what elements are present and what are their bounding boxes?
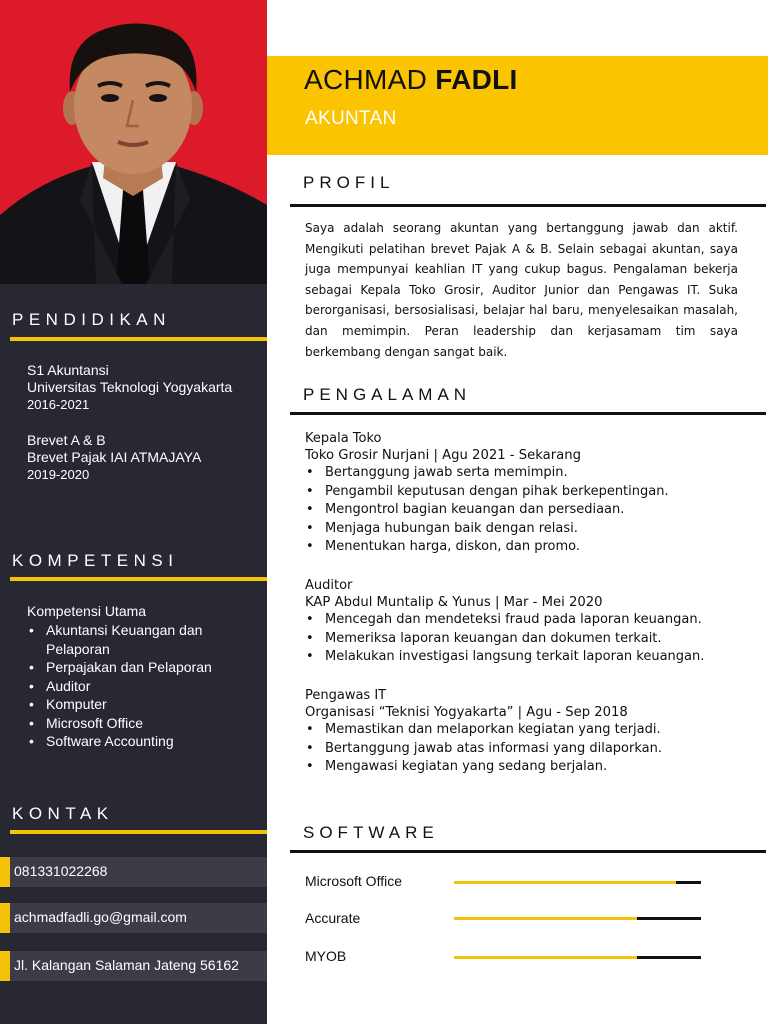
competence-list	[27, 621, 212, 751]
section-heading-software: SOFTWARE	[303, 823, 439, 842]
duty-item: • Memeriksa laporan keuangan dan dokumen terkait.	[305, 630, 704, 649]
experience-company: Toko Grosir Nurjani | Agu 2021 - Sekarang	[305, 448, 581, 463]
experience-entry	[305, 577, 704, 667]
section-heading-pengalaman: PENGALAMAN	[303, 385, 472, 404]
sidebar	[0, 0, 267, 1024]
software-skill-bar	[454, 917, 701, 920]
software-skill-fill	[454, 881, 676, 884]
experience-title: Kepala Toko	[305, 431, 382, 446]
duty-item: • Menjaga hubungan baik dengan relasi.	[305, 520, 669, 539]
competence-title: Kompetensi Utama	[27, 603, 147, 619]
profile-photo	[0, 0, 267, 284]
section-heading-pendidikan: PENDIDIKAN	[12, 310, 171, 329]
section-divider	[0, 830, 267, 834]
experience-company: Organisasi “Teknisi Yogyakarta” | Agu - Sep 2018	[305, 705, 628, 720]
software-skill-fill	[454, 917, 637, 920]
competence-item: • Auditor	[27, 677, 212, 696]
contact-phone-text: 081331022268	[14, 863, 108, 879]
software-skill-bar	[454, 956, 701, 959]
experience-entry	[305, 430, 669, 557]
experience-company: KAP Abdul Muntalip & Yunus | Mar - Mei 2020	[305, 595, 603, 610]
education-entry	[27, 432, 201, 483]
experience-entry	[305, 687, 662, 777]
software-skill-fill	[454, 956, 637, 959]
duty-item: • Mencegah dan mendeteksi fraud pada laporan keuangan.	[305, 611, 704, 630]
software-name: Accurate	[305, 910, 361, 926]
education-years: 2016-2021	[27, 397, 90, 412]
section-heading-kontak: KONTAK	[12, 804, 114, 823]
contact-email[interactable]	[0, 903, 267, 933]
software-name: Microsoft Office	[305, 873, 402, 889]
profile-summary: Saya adalah seorang akuntan yang bertanggung jawab dan aktif. Mengikuti pelatihan brevet Pajak A & B. Selain sebagai akuntan, saya juga mempunyai keahlian IT yang cukup bagus. Pengalaman bekerja sebagai Kepala Toko Grosir, Auditor Junior dan Pengawas IT. Suka berorganisasi, bersosialisasi, belajar hal baru, menyelesaikan masalah, dan memimpin. Peran leadership dan kerjasamam tim saya berkembang dengan sangat baik.	[305, 221, 738, 359]
competence-item: • Software Accounting	[27, 732, 212, 751]
section-divider	[290, 850, 766, 853]
section-divider	[290, 204, 766, 207]
competence-item: • Perpajakan dan Pelaporan	[27, 658, 212, 677]
section-divider	[290, 412, 766, 415]
contact-address-text: Jl. Kalangan Salaman Jateng 56162	[14, 957, 239, 973]
duty-item: • Mengontrol bagian keuangan dan persediaan.	[305, 501, 669, 520]
section-divider	[0, 577, 267, 581]
competence-item: • Microsoft Office	[27, 714, 212, 733]
contact-phone[interactable]	[0, 857, 267, 887]
first-name: ACHMAD	[304, 64, 428, 95]
duty-item: • Mengawasi kegiatan yang sedang berjalan.	[305, 758, 662, 777]
section-divider	[0, 337, 267, 341]
education-degree: S1 Akuntansi	[27, 362, 109, 378]
software-skill-bar	[454, 881, 701, 884]
experience-duties	[305, 721, 662, 777]
section-heading-profil: PROFIL	[303, 173, 395, 192]
education-entry	[27, 362, 232, 413]
education-years: 2019-2020	[27, 467, 90, 482]
competence-item: • Akuntansi Keuangan dan	[27, 621, 212, 640]
duty-item: • Bertanggung jawab serta memimpin.	[305, 464, 669, 483]
experience-title: Auditor	[305, 578, 353, 593]
software-name: MYOB	[305, 948, 347, 964]
last-name: FADLI	[435, 64, 518, 95]
education-school: Brevet Pajak IAI ATMAJAYA	[27, 449, 202, 465]
duty-item: • Pengambil keputusan dengan pihak berkepentingan.	[305, 483, 669, 502]
competence-item: • Komputer	[27, 695, 212, 714]
duty-item: • Bertanggung jawab atas informasi yang dilaporkan.	[305, 740, 662, 759]
experience-duties	[305, 464, 669, 557]
education-school: Universitas Teknologi Yogyakarta	[27, 379, 233, 395]
duty-item: • Memastikan dan melaporkan kegiatan yang terjadi.	[305, 721, 662, 740]
competence-item-continued: Pelaporan	[46, 640, 110, 657]
job-role: AKUNTAN	[305, 108, 397, 129]
education-degree: Brevet A & B	[27, 432, 106, 448]
contact-address	[0, 951, 267, 981]
experience-duties	[305, 611, 704, 667]
contact-email-text: achmadfadli.go@gmail.com	[14, 909, 187, 925]
duty-item: • Melakukan investigasi langsung terkait laporan keuangan.	[305, 648, 704, 667]
section-heading-kompetensi: KOMPETENSI	[12, 551, 179, 570]
experience-title: Pengawas IT	[305, 688, 387, 703]
person-name	[304, 64, 518, 96]
duty-item: • Menentukan harga, diskon, dan promo.	[305, 538, 669, 557]
